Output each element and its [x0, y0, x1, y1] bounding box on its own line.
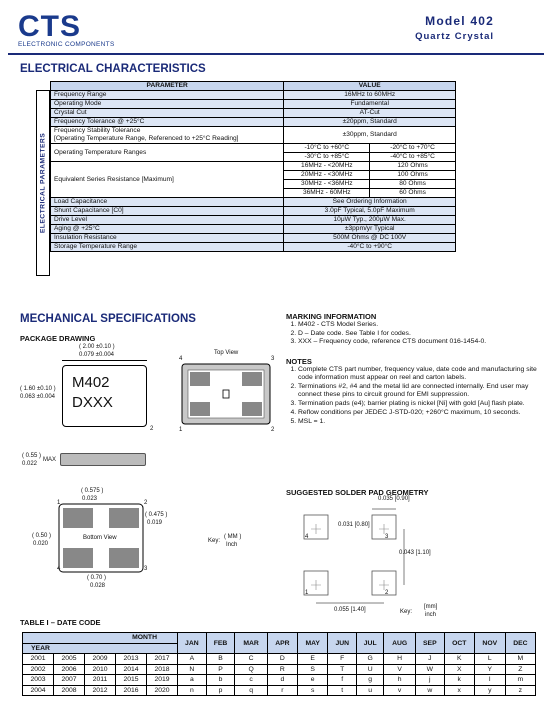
value-cell: ±3ppm/yr Typical: [284, 225, 456, 234]
table-row: [51, 118, 456, 127]
table-row: [23, 664, 536, 675]
code-cell: J: [415, 654, 444, 665]
marking-title: MARKING INFORMATION: [286, 312, 377, 321]
code-cell: C: [235, 654, 267, 665]
pin-label: 1: [179, 427, 183, 433]
code-cell: q: [235, 685, 267, 696]
month-col: AUG: [384, 633, 416, 654]
code-cell: X: [444, 664, 474, 675]
dim-top-mm: ( 2.00 ±0.10 ): [79, 344, 115, 350]
value-cell: 120 Ohms: [370, 162, 456, 171]
param-cell: Equivalent Series Resistance [Maximum]: [51, 162, 284, 198]
key-label: Key:: [208, 538, 221, 544]
param-cell: [51, 127, 284, 144]
pin-label: 4: [179, 356, 183, 362]
month-col: OCT: [444, 633, 474, 654]
month-col: JUN: [328, 633, 357, 654]
value-cell: -40°C to +90°C: [284, 243, 456, 252]
code-cell: g: [357, 675, 384, 686]
list-item: 4. Reflow conditions per JEDEC J-STD-020; +260°C maximum, 10 seconds.: [298, 409, 546, 417]
code-cell: h: [384, 675, 416, 686]
bottom-view-label: Bottom View: [83, 535, 117, 541]
list-item: 1. M402 - CTS Model Series.: [298, 321, 546, 330]
solder-pin: 3: [385, 534, 389, 540]
max-mm: ( 0.55 ): [22, 453, 42, 459]
value-cell: -40°C to +85°C: [370, 153, 456, 162]
solder-dim-c: 0.043 [1.10]: [399, 550, 431, 556]
bv-dim-a-mm: ( 0.575 ): [81, 488, 104, 494]
code-cell: G: [357, 654, 384, 665]
code-cell: v: [384, 685, 416, 696]
pin-label: 3: [271, 356, 275, 362]
month-col: MAY: [297, 633, 327, 654]
month-col: JUL: [357, 633, 384, 654]
code-cell: f: [328, 675, 357, 686]
year-cell: 2009: [85, 654, 116, 665]
code-cell: Z: [505, 664, 535, 675]
table-row: [51, 127, 456, 144]
value-cell: 16MHz to 60MHz: [284, 91, 456, 100]
code-cell: c: [235, 675, 267, 686]
year-header: YEAR: [23, 643, 178, 654]
list-item: 2. Terminations #2, #4 and the metal lid are connected internally. End user may connect these pins to circuit ground for EMI suppression.: [298, 383, 546, 400]
code-cell: B: [206, 654, 235, 665]
year-cell: 2008: [54, 685, 85, 696]
param-line-2: [Operating Temperature Range, Referenced to +25°C Reading]: [54, 135, 239, 142]
code-cell: m: [505, 675, 535, 686]
value-cell: 10μW Typ., 200μW Max.: [284, 216, 456, 225]
bv-dim-a-inch: 0.023: [82, 496, 98, 502]
pin-label: 2: [271, 427, 275, 433]
marking-list: [286, 321, 546, 347]
dim-line-top: [62, 360, 147, 361]
max-inch: 0.022: [22, 461, 38, 467]
code-cell: K: [444, 654, 474, 665]
code-cell: Q: [235, 664, 267, 675]
value-cell: 20MHz - <30MHz: [284, 171, 370, 180]
month-col: SEP: [415, 633, 444, 654]
param-cell: Operating Temperature Ranges: [51, 144, 284, 162]
solder-key-label: Key:: [400, 609, 413, 615]
value-cell: See Ordering Information: [284, 198, 456, 207]
code-cell: D: [267, 654, 297, 665]
electrical-side-label: [36, 90, 50, 276]
year-cell: 2015: [116, 675, 147, 686]
code-cell: s: [297, 685, 327, 696]
code-cell: r: [267, 685, 297, 696]
key-unit-mm: ( MM ): [224, 534, 242, 540]
year-cell: 2001: [23, 654, 54, 665]
code-cell: l: [474, 675, 505, 686]
bv-dim-c-inch: 0.020: [33, 541, 49, 547]
date-table-title: TABLE I – DATE CODE: [20, 618, 101, 627]
table-row: [23, 654, 536, 665]
list-item: 5. MSL = 1.: [298, 418, 546, 426]
solder-dim-a: 0.035 [0.90]: [378, 496, 410, 502]
pin-label: 1: [57, 500, 61, 506]
value-cell: AT-Cut: [284, 109, 456, 118]
solder-key-mm: [mm]: [424, 604, 438, 610]
param-cell: Operating Mode: [51, 100, 284, 109]
param-cell: Insulation Resistance: [51, 234, 284, 243]
month-col: FEB: [206, 633, 235, 654]
code-cell: u: [357, 685, 384, 696]
top-view-drawing: [180, 362, 272, 426]
bv-dim-d-inch: 0.028: [90, 583, 106, 589]
solder-dim-b: 0.031 [0.80]: [338, 522, 370, 528]
mechanical-section-title: MECHANICAL SPECIFICATIONS: [20, 313, 196, 325]
solder-pad-drawing: [300, 505, 410, 607]
param-cell: Frequency Tolerance @ +25°C: [51, 118, 284, 127]
month-col: JAN: [178, 633, 207, 654]
table-row: [51, 109, 456, 118]
month-header: MONTH: [23, 633, 178, 644]
value-cell: 60 Ohms: [370, 189, 456, 198]
solder-pin: 2: [385, 590, 389, 596]
top-view-label: Top View: [214, 350, 239, 356]
date-code-table: [22, 632, 536, 696]
side-label-text: ELECTRICAL PARAMETERS: [39, 132, 47, 234]
list-item: 2. D – Date code. See Table I for codes.: [298, 330, 546, 339]
year-cell: 2020: [147, 685, 178, 696]
code-cell: V: [384, 664, 416, 675]
code-cell: p: [206, 685, 235, 696]
table-row: [23, 675, 536, 686]
value-cell: 30MHz - <36MHz: [284, 180, 370, 189]
value-cell: 16MHz - <20MHz: [284, 162, 370, 171]
notes-title: NOTES: [286, 357, 312, 366]
dim-top-inch: 0.079 ±0.004: [79, 352, 114, 358]
value-cell: 100 Ohms: [370, 171, 456, 180]
code-cell: t: [328, 685, 357, 696]
code-cell: k: [444, 675, 474, 686]
table-row: [51, 144, 456, 153]
col-value: VALUE: [284, 82, 456, 91]
table-row: [51, 207, 456, 216]
side-profile: [60, 453, 146, 466]
solder-key-inch: inch: [425, 612, 437, 618]
param-cell: Aging @ +25°C: [51, 225, 284, 234]
year-cell: 2017: [147, 654, 178, 665]
code-cell: Y: [474, 664, 505, 675]
value-cell: 3.0pF Typical, 5.0pF Maximum: [284, 207, 456, 216]
bv-dim-b-mm: ( 0.475 ): [145, 512, 168, 518]
year-cell: 2004: [23, 685, 54, 696]
code-cell: n: [178, 685, 207, 696]
code-cell: L: [474, 654, 505, 665]
code-cell: A: [178, 654, 207, 665]
logo: CTS: [18, 10, 81, 43]
code-cell: F: [328, 654, 357, 665]
year-cell: 2005: [54, 654, 85, 665]
month-col: APR: [267, 633, 297, 654]
header-rule: [8, 53, 544, 55]
table-row: [51, 198, 456, 207]
code-cell: T: [328, 664, 357, 675]
code-cell: j: [415, 675, 444, 686]
table-row: [51, 216, 456, 225]
value-cell: -10°C to +60°C: [284, 144, 370, 153]
param-cell: Drive Level: [51, 216, 284, 225]
code-cell: P: [206, 664, 235, 675]
table-row: [51, 234, 456, 243]
year-cell: 2018: [147, 664, 178, 675]
pin-label: 2: [150, 426, 154, 432]
table-row: [51, 100, 456, 109]
value-cell: ±30ppm, Standard: [284, 127, 456, 144]
bv-dim-d-mm: ( 0.70 ): [87, 575, 107, 581]
product-title: Quartz Crystal: [415, 31, 494, 42]
solder-pin: 4: [305, 534, 309, 540]
year-cell: 2019: [147, 675, 178, 686]
value-cell: -30°C to +85°C: [284, 153, 370, 162]
year-cell: 2014: [116, 664, 147, 675]
solder-pin: 1: [305, 590, 309, 596]
code-cell: E: [297, 654, 327, 665]
list-item: 1. Complete CTS part number, frequency value, date code and manufacturing site code information must appear on reel and carton labels.: [298, 366, 546, 383]
code-cell: H: [384, 654, 416, 665]
code-cell: W: [415, 664, 444, 675]
marking-line-2: DXXX: [72, 394, 113, 411]
year-cell: 2016: [116, 685, 147, 696]
max-label: MAX: [43, 457, 57, 463]
code-cell: y: [474, 685, 505, 696]
table-row: [51, 225, 456, 234]
month-col: NOV: [474, 633, 505, 654]
param-cell: Storage Temperature Range: [51, 243, 284, 252]
model-title: Model 402: [425, 14, 494, 28]
year-cell: 2003: [23, 675, 54, 686]
month-col: DEC: [505, 633, 535, 654]
list-item: 3. Termination pads (e4); barrier plating is nickel [Ni] with gold [Au] flash plate.: [298, 400, 546, 408]
month-col: MAR: [235, 633, 267, 654]
electrical-table: [50, 81, 456, 252]
value-cell: -20°C to +70°C: [370, 144, 456, 153]
table-row: [51, 243, 456, 252]
value-cell: 80 Ohms: [370, 180, 456, 189]
pin-label: 4: [57, 566, 61, 572]
year-cell: 2006: [54, 664, 85, 675]
table-row: [23, 685, 536, 696]
param-cell: Frequency Range: [51, 91, 284, 100]
logo-subtitle: ELECTRONIC COMPONENTS: [18, 41, 115, 48]
list-item: 3. XXX – Frequency code, reference CTS document 016-1454-0.: [298, 338, 546, 347]
year-cell: 2007: [54, 675, 85, 686]
dim-left-mm: ( 1.60 ±0.10 ): [20, 386, 56, 392]
solder-dim-d: 0.055 [1.40]: [334, 607, 366, 613]
code-cell: M: [505, 654, 535, 665]
code-cell: z: [505, 685, 535, 696]
code-cell: b: [206, 675, 235, 686]
code-cell: w: [415, 685, 444, 696]
table-row: [51, 91, 456, 100]
solder-title: SUGGESTED SOLDER PAD GEOMETRY: [286, 488, 429, 497]
marking-line-1: M402: [72, 374, 110, 391]
param-line-1: Frequency Stability Tolerance: [54, 127, 141, 134]
value-cell: 500M Ohms @ DC 100V: [284, 234, 456, 243]
code-cell: R: [267, 664, 297, 675]
year-cell: 2011: [85, 675, 116, 686]
dim-left-inch: 0.063 ±0.004: [20, 394, 55, 400]
code-cell: x: [444, 685, 474, 696]
code-cell: U: [357, 664, 384, 675]
col-parameter: PARAMETER: [51, 82, 284, 91]
package-drawing-label: PACKAGE DRAWING: [20, 334, 96, 343]
pin-label: 2: [144, 500, 148, 506]
value-cell: Fundamental: [284, 100, 456, 109]
value-cell: 36MHz - 60MHz: [284, 189, 370, 198]
pin-label: 3: [144, 566, 148, 572]
param-cell: Crystal Cut: [51, 109, 284, 118]
code-cell: N: [178, 664, 207, 675]
electrical-section-title: ELECTRICAL CHARACTERISTICS: [20, 63, 206, 75]
bv-dim-b-inch: 0.019: [147, 520, 163, 526]
param-cell: Load Capacitance: [51, 198, 284, 207]
code-cell: S: [297, 664, 327, 675]
code-cell: e: [297, 675, 327, 686]
year-cell: 2013: [116, 654, 147, 665]
value-cell: ±20ppm, Standard: [284, 118, 456, 127]
table-row: [51, 162, 456, 171]
code-cell: a: [178, 675, 207, 686]
year-cell: 2002: [23, 664, 54, 675]
bv-dim-c-mm: ( 0.50 ): [32, 533, 52, 539]
notes-list: [286, 366, 546, 427]
year-cell: 2012: [85, 685, 116, 696]
code-cell: d: [267, 675, 297, 686]
key-unit-inch: Inch: [226, 542, 238, 548]
param-cell: Shunt Capacitance [C0]: [51, 207, 284, 216]
year-cell: 2010: [85, 664, 116, 675]
